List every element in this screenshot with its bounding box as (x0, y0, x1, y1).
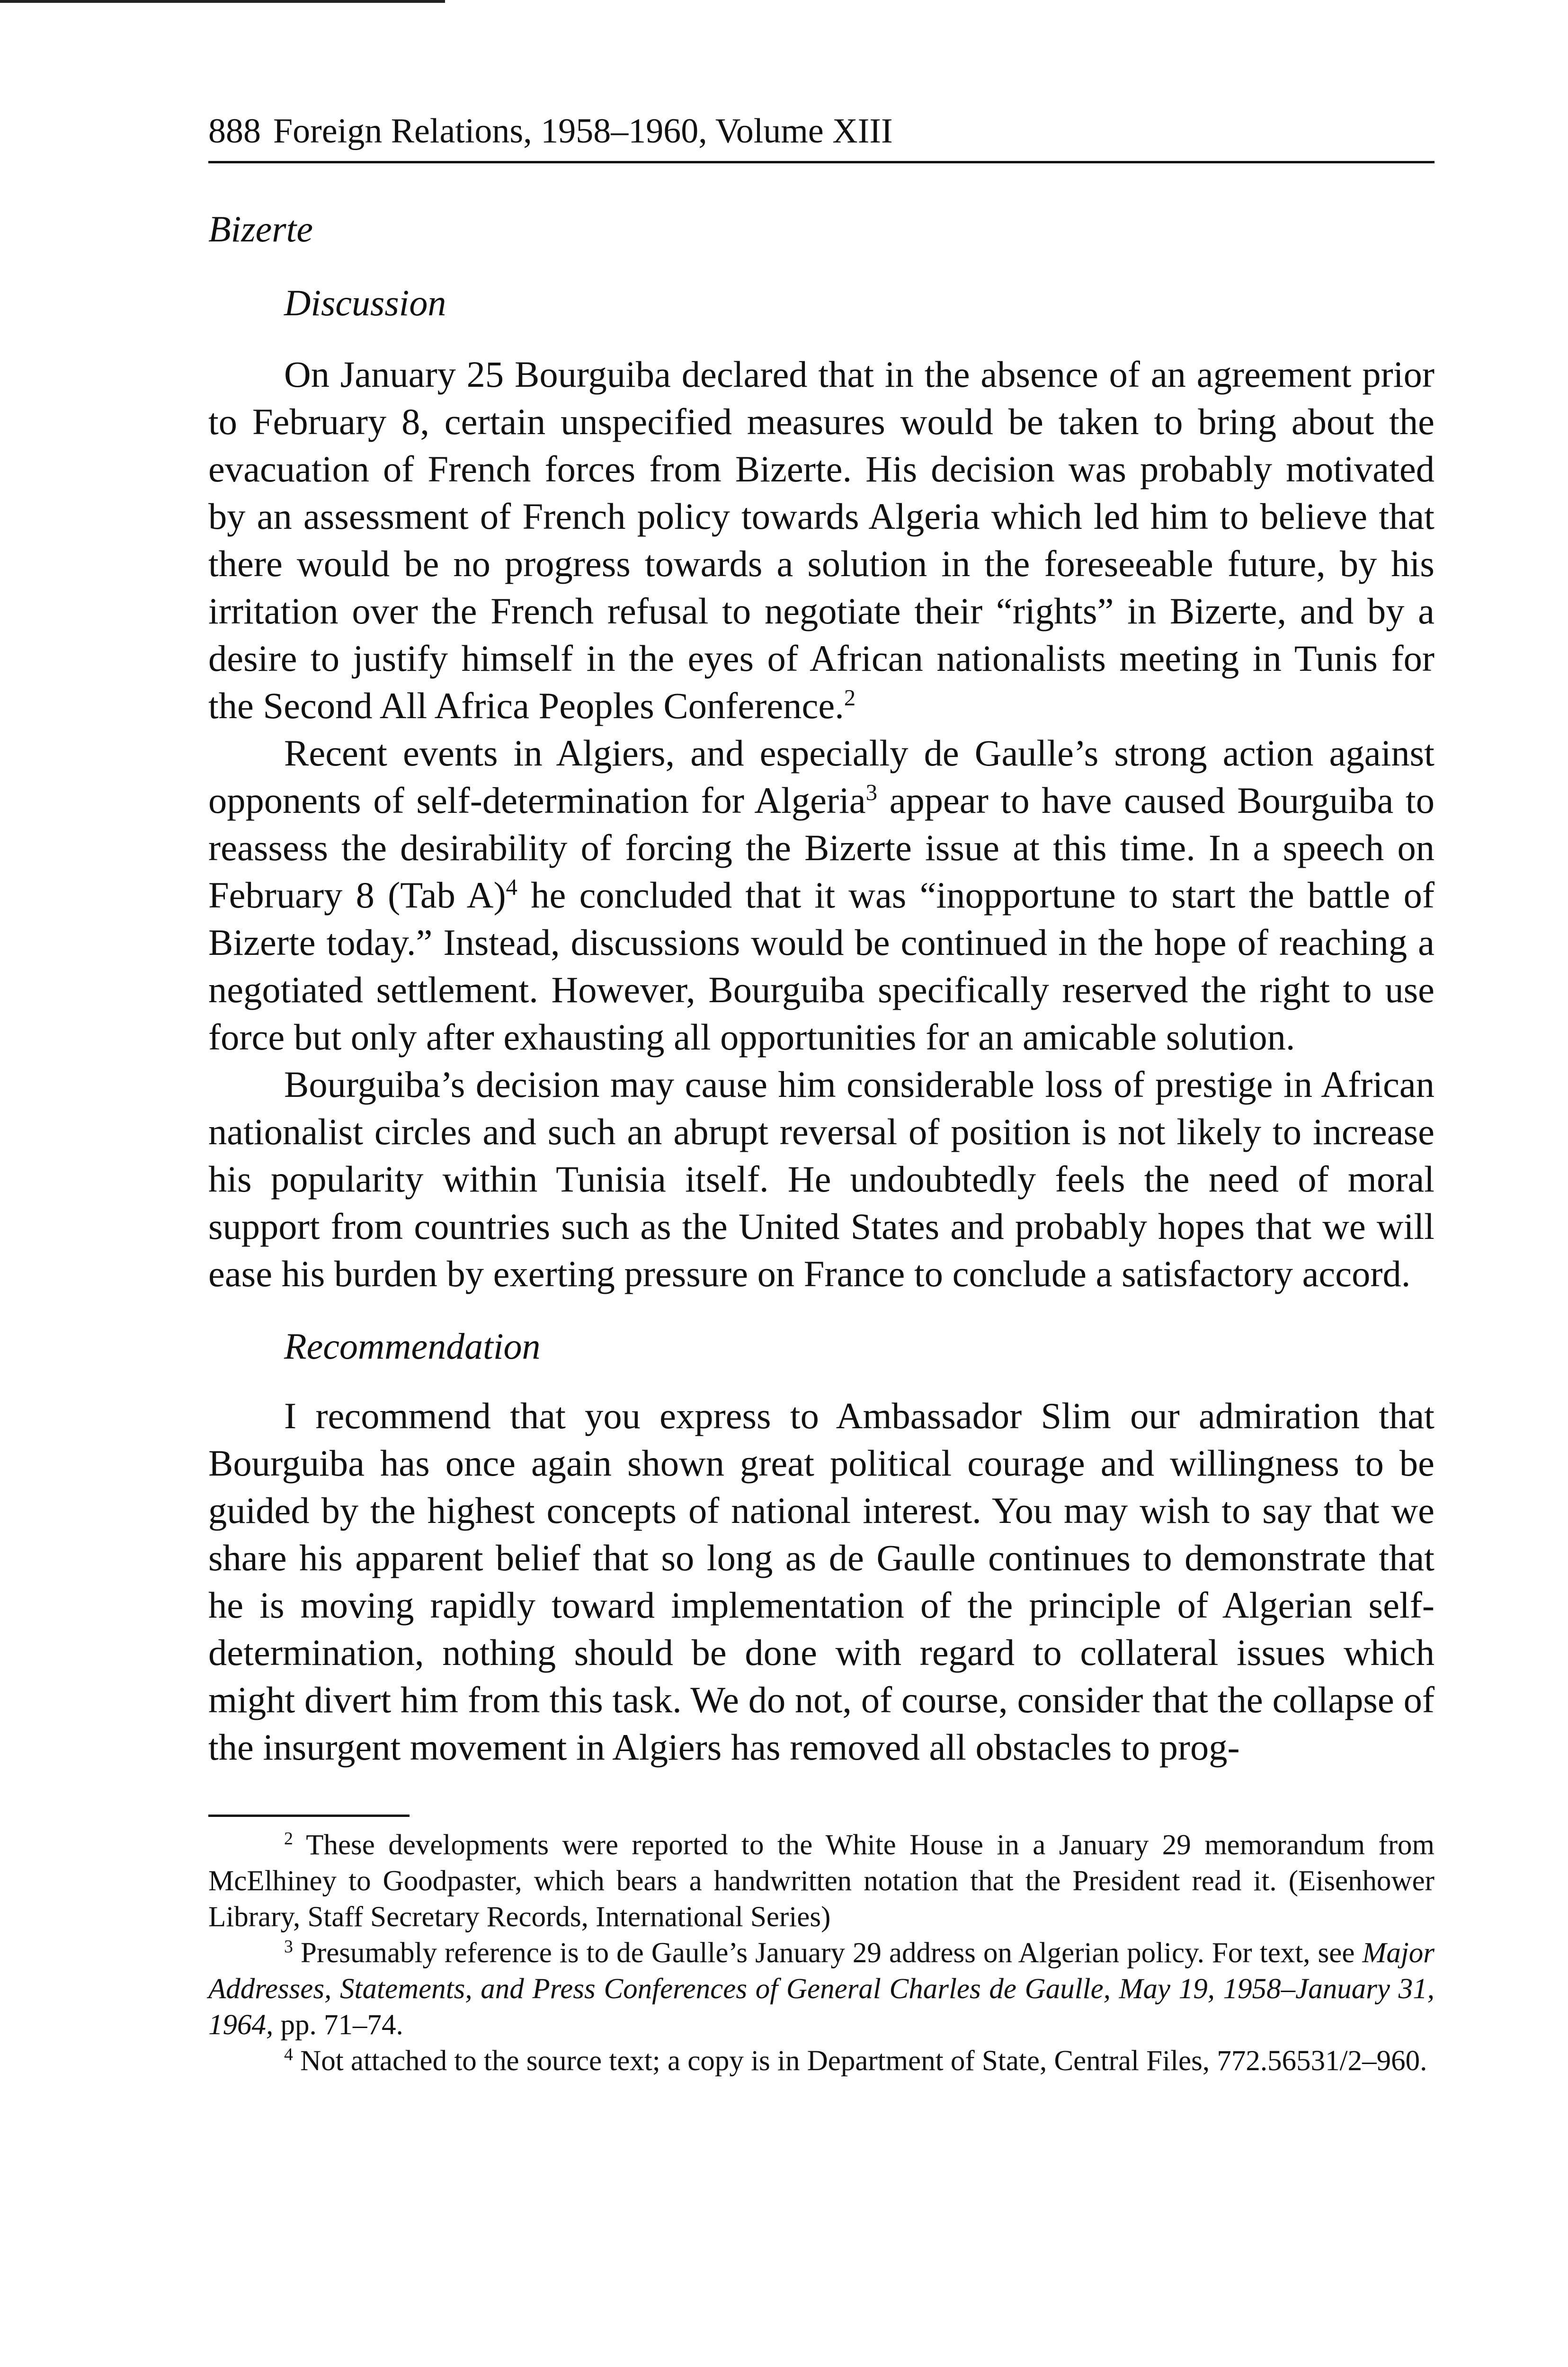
document-page (208, 114, 1434, 2079)
recommendation-heading: Recommendation (284, 1326, 541, 1367)
discussion-paragraph-3 (208, 1061, 1434, 1298)
footnote-text: pp. 71–74. (273, 2009, 403, 2041)
paragraph-text: I recommend that you express to Ambassador Slim our admiration that Bourguiba has once again shown great political courage and willingness to be guided by the highest concepts of national interest. You may wish to say that we share his apparent belief that so long as de Gaulle continues to demonstrate that he is moving rapidly toward implementation of the principle of Algerian self-determination, nothing should be done with regard to collateral issues which might divert him from this task. We do not, of course, consider that the collapse of the insurgent movement in Algiers has removed all obstacles to prog- (208, 1395, 1434, 1768)
page-number: 888 (208, 112, 261, 151)
footnote-separator (208, 1815, 410, 1817)
footnote-ref-2: 2 (844, 685, 856, 711)
discussion-paragraph-1 (208, 351, 1434, 730)
recommendation-paragraph (208, 1392, 1434, 1771)
cited-title: Major Addresses, Statements, and Press Conferences of General Charles de Gaulle, May 19, 1958–January 31, 1964, (208, 1937, 1434, 2041)
discussion-heading: Discussion (284, 282, 446, 323)
volume-title: Foreign Relations, 1958–1960, Volume XIII (273, 112, 893, 151)
footnote-2 (208, 1827, 1434, 1935)
scan-edge-rule (0, 0, 445, 3)
footnote-number: 3 (284, 1937, 293, 1957)
footnote-3 (208, 1935, 1434, 2043)
footnote-text: Not attached to the source text; a copy is in Department of State, Central Files, 772.56531/2–960. (300, 2045, 1427, 2077)
footnote-number: 4 (284, 2045, 293, 2065)
footnote-number: 2 (284, 1829, 293, 1849)
paragraph-text: appear to have caused Bourguiba to reassess the desirability of forcing the Bizerte issue at this time. In a speech on February 8 (Tab A) (208, 780, 1434, 916)
running-header (208, 114, 1434, 163)
paragraph-text: he concluded that it was “inopportune to start the battle of Bizerte today.” Instead, discussions would be continued in the hope of reaching a negotiated settlement. However, Bourguiba specifically reserved the right to use force but only after exhausting all opportunities for an amicable solution. (208, 874, 1435, 1058)
footnote-text: These developments were reported to the White House in a January 29 memorandum from McElhiney to Goodpaster, which bears a handwritten notation that the President read it. (Eisenhower Library, Staff Secretary Records, International Series) (208, 1829, 1434, 1933)
section-title: Bizerte (208, 208, 313, 249)
footnote-ref-3: 3 (865, 780, 878, 806)
paragraph-text: Recent events in Algiers, and especially de Gaulle’s strong action against opponents of self-determination for Algeria (208, 732, 1434, 821)
paragraph-text: On January 25 Bourguiba declared that in the absence of an agreement prior to February 8, certain unspecified measures would be taken to bring about the evacuation of French forces from Bizerte. His decision was probably motivated by an assessment of French policy towards Algeria which led him to believe that there would be no progress towards a solution in the foreseeable future, by his irritation over the French refusal to negotiate their “rights” in Bizerte, and by a desire to justify himself in the eyes of African nationalists meeting in Tunis for the Second All Africa Peoples Conference. (208, 354, 1434, 726)
discussion-paragraph-2 (208, 730, 1434, 1061)
paragraph-text: Bourguiba’s decision may cause him considerable loss of prestige in African nationalist circles and such an abrupt reversal of position is not likely to increase his popularity within Tunisia itself. He undoubtedly feels the need of moral support from countries such as the United States and probably hopes that we will ease his burden by exerting pressure on France to conclude a satisfactory accord. (208, 1064, 1434, 1294)
footnote-text: Presumably reference is to de Gaulle’s January 29 address on Algerian policy. For text, see (300, 1937, 1363, 1969)
footnote-ref-4: 4 (506, 874, 517, 900)
footnote-4 (208, 2043, 1434, 2079)
